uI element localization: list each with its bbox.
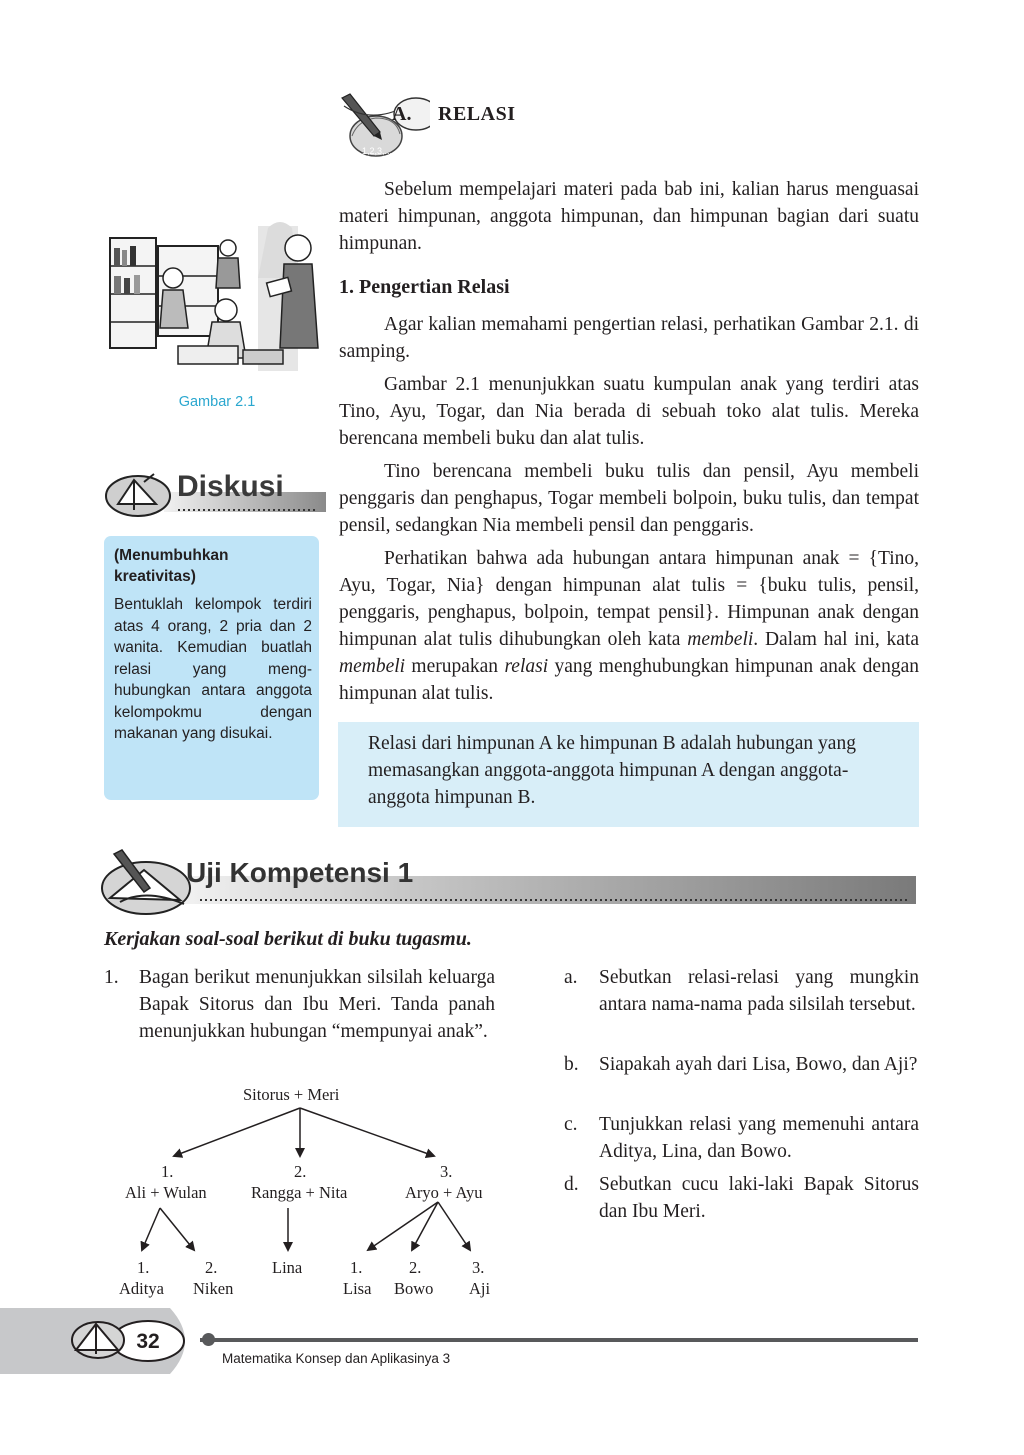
paragraph-4-part-c: merupakan (405, 656, 505, 677)
intro-paragraph (339, 176, 919, 257)
stationery-shop-illustration (108, 218, 326, 373)
diskusi-heading: (Menumbuhkan kreativitas) (114, 547, 229, 585)
subquestion-c-letter: c. (564, 1114, 578, 1135)
diskusi-box (104, 536, 319, 800)
footer-book-title: Matematika Konsep dan Aplikasinya 3 (222, 1351, 451, 1366)
logo-label: 1,2,3,.... (362, 146, 395, 156)
diskusi-title: Diskusi (177, 470, 284, 503)
uji-kompetensi-title: Uji Kompetensi 1 (186, 857, 414, 888)
section-letter: A. (392, 103, 412, 125)
tree-grandchild-niken-name: Niken (193, 1279, 234, 1298)
tree-child-3-name: Aryo + Ayu (405, 1183, 483, 1202)
page-number: 32 (136, 1330, 160, 1353)
exercise-instruction: Kerjakan soal-soal berikut di buku tugasmu. (104, 928, 472, 950)
section-title: RELASI (438, 103, 516, 125)
tree-child-2-number: 2. (294, 1162, 307, 1181)
footer-dot-icon (202, 1333, 215, 1346)
paragraph-4-part-b: . Dalam hal ini, kata (753, 629, 919, 650)
diskusi-text: Bentuklah kelompok terdiri atas 4 orang, 2 pria dan 2 wanita. Kemudian buatlah relasi yang meng-hubungkan antara anggota kelompokmu dengan makanan yang disukai. (114, 596, 312, 742)
tree-child-1-name: Ali + Wulan (125, 1183, 207, 1202)
tree-grandchild-aditya-number: 1. (137, 1258, 150, 1277)
definition-box (338, 722, 919, 827)
paragraph-4-em-1: membeli (687, 629, 754, 650)
tree-grandchild-aditya-name: Aditya (119, 1279, 164, 1298)
paragraph-4-em-2: membeli (339, 656, 406, 677)
subquestion-d-text: Sebutkan cucu laki-laki Bapak Sitorus dan Ibu Meri. (599, 1174, 919, 1222)
subsection-heading: 1. Pengertian Relasi (339, 276, 510, 298)
paragraph-4 (339, 545, 919, 707)
tree-grandchild-lisa-name: Lisa (343, 1279, 372, 1298)
tree-root: Sitorus + Meri (243, 1085, 340, 1104)
question-1-number: 1. (104, 967, 119, 988)
arrow-ali-to-niken (160, 1208, 194, 1250)
subquestion-a-letter: a. (564, 967, 578, 988)
tree-grandchild-aji-name: Aji (469, 1279, 491, 1298)
tree-grandchild-bowo-number: 2. (409, 1258, 422, 1277)
figure-caption: Gambar 2.1 (178, 394, 256, 410)
tree-child-3-number: 3. (440, 1162, 453, 1181)
subquestion-a-text: Sebutkan relasi-relasi yang mungkin antara nama-nama pada silsilah tersebut. (599, 967, 919, 1015)
subquestion-d (564, 1171, 920, 1227)
paragraph-3: Tino berencana membeli buku tulis dan pensil, Ayu membeli penggaris dan penghapus, Togar membeli bolpoin, buku tulis, dan tempat pensil, sedangkan Nia membeli pensil dan penggaris. (339, 461, 919, 536)
tree-grandchild-aji-number: 3. (472, 1258, 485, 1277)
tree-child-2-name: Rangga + Nita (251, 1183, 348, 1202)
tree-grandchild-bowo-name: Bowo (394, 1279, 434, 1298)
subquestion-b-letter: b. (564, 1054, 579, 1075)
paragraph-4-em-3: relasi (504, 656, 549, 677)
tree-child-1-number: 1. (161, 1162, 174, 1181)
definition-text: Relasi dari himpunan A ke himpunan B adalah hubungan yang memasangkan anggota-anggota himpunan A dengan anggota-anggota himpunan B. (368, 733, 856, 808)
tree-grandchild-niken-number: 2. (205, 1258, 218, 1277)
arrow-ali-to-aditya (142, 1208, 160, 1250)
intro-text: Sebelum mempelajari materi pada bab ini, kalian harus menguasai materi himpunan, anggota himpunan, dan himpunan bagian dari suatu himpunan. (339, 179, 919, 254)
subquestion-b-text: Siapakah ayah dari Lisa, Bowo, dan Aji? (599, 1054, 918, 1075)
pencil-logo-icon (338, 92, 430, 160)
body-paragraphs (339, 311, 919, 713)
subquestion-c (564, 1111, 920, 1167)
arrow-aryo-to-bowo (412, 1202, 438, 1250)
question-1-text: Bagan berikut menunjukkan silsilah keluarga Bapak Sitorus dan Ibu Meri. Tanda panah menunjukkan hubungan “mempunyai anak”. (139, 967, 495, 1042)
subquestion-b (564, 1051, 920, 1107)
paragraph-4-part-d: yang menghubungkan himpunan anak dengan himpunan alat tulis. (339, 656, 919, 704)
subquestion-c-text: Tunjukkan relasi yang memenuhi antara Aditya, Lina, dan Bowo. (599, 1114, 919, 1162)
arrow-aryo-to-aji (438, 1202, 470, 1250)
subquestion-a (564, 964, 920, 1046)
tree-grandchild-lina-name: Lina (272, 1258, 303, 1277)
arrow-root-to-ali (174, 1108, 300, 1156)
paragraph-4-part-a: Perhatikan bahwa ada hubungan antara himpunan anak = {Tino, Ayu, Togar, Nia} dengan himpunan alat tulis = {buku tulis, pensil, penggaris, penghapus, bolpoin, tempat pensil}. Himpunan anak dengan himpunan alat tulis dihubungkan oleh kata (339, 548, 919, 650)
subquestion-d-letter: d. (564, 1174, 579, 1195)
footer-rule (200, 1338, 918, 1342)
arrow-root-to-aryo (300, 1108, 434, 1156)
arrow-aryo-to-lisa (368, 1202, 438, 1250)
paragraph-2: Gambar 2.1 menunjukkan suatu kumpulan anak yang terdiri atas Tino, Ayu, Togar, dan Nia berada di sebuah toko alat tulis. Mereka berencana membeli buku dan alat tulis. (339, 374, 919, 449)
paragraph-1: Agar kalian memahami pengertian relasi, perhatikan Gambar 2.1. di samping. (339, 314, 919, 362)
tree-grandchild-lisa-number: 1. (350, 1258, 363, 1277)
